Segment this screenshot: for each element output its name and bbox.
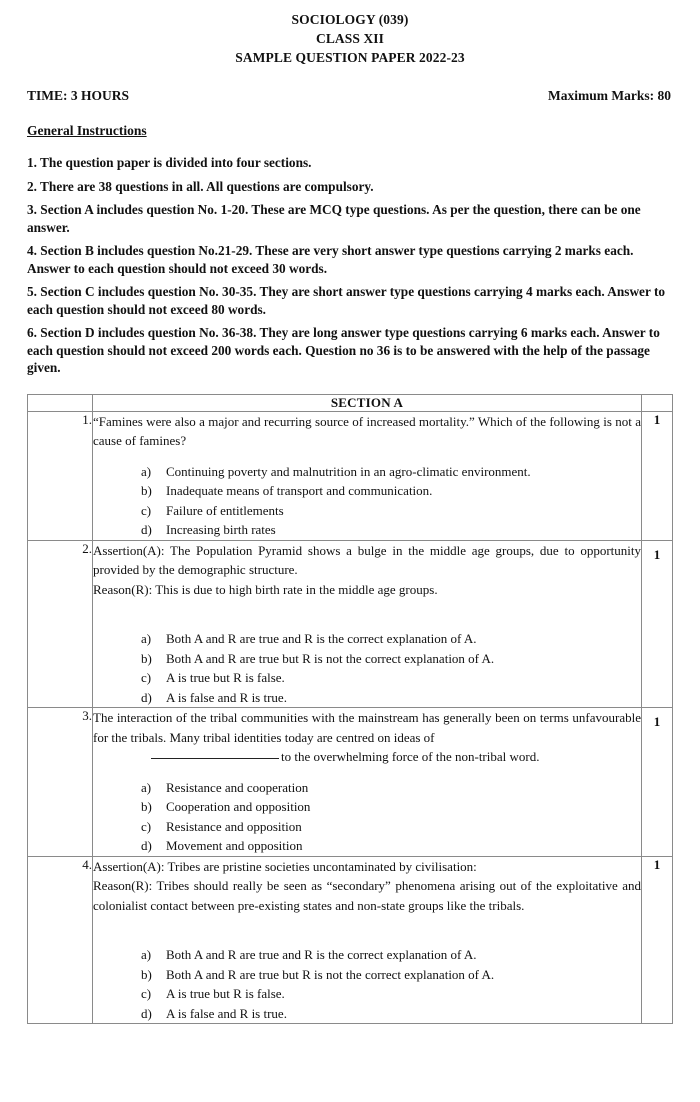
option-text: A is false and R is true. — [166, 689, 287, 705]
option-text: Both A and R are true and R is the correct explanation of A. — [166, 631, 477, 646]
option-text: Resistance and cooperation — [166, 779, 309, 795]
option-marker: d) — [141, 1005, 152, 1021]
section-a-question-table — [27, 394, 673, 1025]
list-item[interactable] — [93, 520, 641, 540]
option-text: Cooperation and opposition — [166, 799, 311, 814]
list-item[interactable] — [93, 501, 641, 521]
option-text: Inadequate means of transport and communication. — [166, 483, 433, 498]
option-marker: d) — [141, 522, 152, 537]
question-number: 2. — [28, 540, 93, 708]
option-marker: c) — [141, 502, 152, 518]
paper-title: SAMPLE QUESTION PAPER 2022-23 — [235, 50, 465, 65]
list-item[interactable] — [93, 984, 641, 1004]
instruction-item: 3. Section A includes question No. 1-20. These are MCQ type questions. As per the question, there can be one answer. — [27, 202, 641, 235]
list-item[interactable] — [93, 688, 641, 708]
list-item[interactable] — [93, 817, 641, 837]
option-text: Continuing poverty and malnutrition in an agro-climatic environment. — [166, 463, 531, 479]
question-reason: Reason(R): This is due to high birth rate in the middle age groups. — [93, 581, 438, 597]
question-stem: “Famines were also a major and recurring source of increased mortality.” Which of the following is not a cause of famines? — [93, 413, 641, 448]
option-text: Both A and R are true but R is not the correct explanation of A. — [166, 650, 495, 666]
option-list — [93, 629, 641, 707]
list-item[interactable] — [93, 462, 641, 482]
question-marks: 1 — [642, 708, 673, 857]
option-marker: a) — [141, 779, 152, 795]
list-item[interactable] — [93, 668, 641, 688]
option-marker: b) — [141, 650, 152, 666]
section-title: SECTION A — [93, 394, 642, 411]
list-item[interactable] — [93, 778, 641, 798]
question-stem: Assertion(A): Tribes are pristine societies uncontaminated by civilisation: — [93, 858, 477, 874]
option-marker: c) — [141, 986, 152, 1001]
option-text: Both A and R are true and R is the correct explanation of A. — [166, 947, 477, 962]
question-number: 3. — [28, 708, 93, 857]
question-marks: 1 — [642, 411, 673, 540]
question-stem: Assertion(A): The Population Pyramid shows a bulge in the middle age groups, due to opportunity provided by the demographic structure. — [93, 542, 641, 577]
document-header — [27, 0, 673, 67]
option-marker: b) — [141, 966, 152, 982]
class-title: CLASS XII — [315, 31, 385, 46]
option-text: A is false and R is true. — [166, 1005, 287, 1021]
question-body — [93, 540, 642, 708]
option-text: Increasing birth rates — [166, 522, 276, 537]
section-header-row — [28, 394, 673, 411]
question-body — [93, 856, 642, 1024]
option-marker: b) — [141, 799, 152, 814]
option-text: Resistance and opposition — [166, 818, 302, 834]
question-reason: Reason(R): Tribes should really be seen as “secondary” phenomena arising out of the exploitative and colonialist contact between pre-existing states and non-state groups like the tribals. — [93, 878, 641, 913]
option-list — [93, 462, 641, 540]
option-text: Both A and R are true but R is not the correct explanation of A. — [166, 966, 495, 982]
option-text: A is true but R is false. — [166, 986, 285, 1001]
option-marker: b) — [141, 483, 152, 498]
instruction-item: 5. Section C includes question No. 30-35. They are short answer type questions carrying 4 marks each. Answer to each question should not exceed 80 words. — [27, 284, 666, 317]
option-marker: d) — [141, 838, 152, 853]
subject-title: SOCIOLOGY (039) — [291, 12, 409, 27]
question-marks: 1 — [642, 856, 673, 1024]
table-row — [28, 540, 673, 708]
question-body — [93, 411, 642, 540]
general-instructions-list — [27, 154, 673, 377]
fill-in-blank[interactable] — [151, 758, 279, 759]
option-marker: d) — [141, 689, 152, 705]
list-item[interactable] — [93, 965, 641, 985]
question-stem-continued: to the overwhelming force of the non-tribal word. — [281, 749, 540, 764]
option-marker: a) — [141, 947, 152, 962]
table-row — [28, 856, 673, 1024]
general-instructions-heading: General Instructions — [27, 123, 147, 138]
instruction-item: 2. There are 38 questions in all. All questions are compulsory. — [27, 178, 374, 194]
option-list — [93, 778, 641, 856]
option-marker: a) — [141, 631, 152, 646]
option-text: Failure of entitlements — [166, 502, 284, 518]
option-marker: c) — [141, 818, 152, 834]
list-item[interactable] — [93, 649, 641, 669]
question-number: 1. — [28, 411, 93, 540]
instruction-item: 1. The question paper is divided into four sections. — [27, 155, 312, 170]
exam-meta-row — [27, 88, 673, 104]
list-item[interactable] — [93, 945, 641, 965]
question-marks: 1 — [642, 540, 673, 708]
instruction-item: 4. Section B includes question No.21-29. These are very short answer type questions carrying 2 marks each. Answer to each question should not exceed 30 words. — [27, 243, 634, 276]
list-item[interactable] — [93, 1004, 641, 1024]
question-number: 4. — [28, 856, 93, 1024]
table-row — [28, 411, 673, 540]
question-fill-blank-line — [93, 747, 641, 767]
section-header-blank-left — [28, 394, 93, 411]
list-item[interactable] — [93, 629, 641, 649]
question-body — [93, 708, 642, 857]
list-item[interactable] — [93, 797, 641, 817]
section-header-blank-right — [642, 394, 673, 411]
option-marker: a) — [141, 463, 152, 479]
option-text: Movement and opposition — [166, 838, 303, 853]
question-stem: The interaction of the tribal communities with the mainstream has generally been on terms unfavourable for the tribals. Many tribal identities today are centred on ideas of — [93, 710, 641, 745]
option-text: A is true but R is false. — [166, 670, 285, 685]
option-marker: c) — [141, 670, 152, 685]
maximum-marks: Maximum Marks: 80 — [548, 88, 671, 103]
list-item[interactable] — [93, 836, 641, 856]
list-item[interactable] — [93, 481, 641, 501]
table-row — [28, 708, 673, 857]
instruction-item: 6. Section D includes question No. 36-38. They are long answer type questions carrying 6 marks each. Answer to each question should not exceed 200 words each. Question no 36 is to be answered with the help of the passage given. — [27, 325, 660, 375]
option-list — [93, 945, 641, 1023]
time-allotted: TIME: 3 HOURS — [27, 88, 130, 103]
